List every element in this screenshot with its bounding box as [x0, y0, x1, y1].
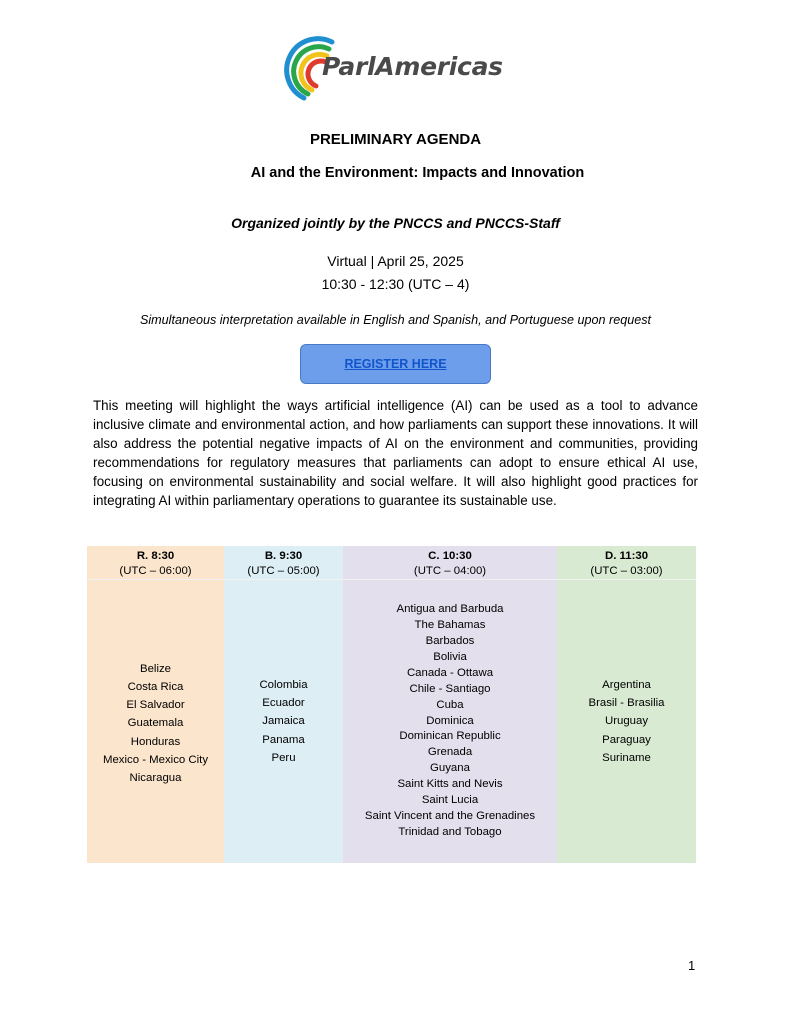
country-item: Guyana: [430, 762, 470, 775]
country-item: Belize: [139, 662, 172, 675]
utc-offset: (UTC – 04:00): [413, 565, 487, 577]
country-item: Saint Vincent and the Grenadines: [364, 809, 536, 822]
country-item: Dominican Republic: [399, 730, 501, 743]
country-list: [224, 580, 343, 863]
schedule-column: [87, 546, 224, 863]
page-number: 1: [688, 958, 696, 973]
parlamericas-logo: [282, 36, 514, 106]
country-item: Jamaica: [262, 715, 305, 728]
country-item: Saint Kitts and Nevis: [397, 778, 503, 791]
utc-offset: (UTC – 03:00): [590, 565, 663, 577]
event-time: 10:30 - 12:30 (UTC – 4): [321, 276, 470, 292]
country-item: Antigua and Barbuda: [396, 603, 504, 616]
schedule-column: [557, 546, 696, 863]
organizers-line: Organized jointly by the PNCCS and PNCCS-Staff: [231, 215, 560, 231]
country-item: Guatemala: [127, 717, 184, 730]
schedule-column: [343, 546, 557, 863]
country-list: [343, 580, 557, 863]
column-header: [224, 546, 343, 580]
meeting-description: This meeting will highlight the ways artificial intelligence (AI) can be used as a tool to advance inclusive climate and environmental action, and how parliaments can support these innovations. It will also address the potential negative impacts of AI on the environment and communities, providing recommendations for regulatory measures that parliaments can adopt to ensure ethical AI use, focusing on environmental sustainability and social welfare. It will also highlight good practices for integrating AI within parliamentary operations to guarantee its sustainable use.: [93, 398, 698, 508]
country-item: Colombia: [259, 678, 308, 691]
country-list: [557, 580, 696, 863]
country-item: Trinidad and Tobago: [398, 825, 502, 838]
utc-offset: (UTC – 06:00): [119, 565, 192, 577]
country-item: Mexico - Mexico City: [102, 753, 209, 766]
country-item: El Salvador: [126, 699, 185, 712]
country-item: The Bahamas: [414, 619, 486, 632]
country-item: Barbados: [425, 635, 475, 648]
utc-offset: (UTC – 05:00): [247, 565, 320, 577]
country-item: Brasil - Brasilia: [588, 697, 665, 710]
time-slot: D. 11:30: [604, 550, 649, 562]
column-header: [87, 546, 224, 580]
country-item: Suriname: [602, 751, 651, 764]
time-slot: R. 8:30: [136, 550, 175, 562]
page-title: PRELIMINARY AGENDA: [309, 131, 482, 148]
country-item: Chile - Santiago: [409, 682, 491, 695]
country-item: Canada - Ottawa: [406, 666, 494, 679]
country-item: Ecuador: [262, 697, 305, 710]
country-item: Panama: [262, 733, 305, 746]
country-item: Paraguay: [602, 733, 651, 746]
country-item: Nicaragua: [129, 772, 182, 784]
country-item: Bolivia: [433, 650, 467, 663]
column-header: [343, 546, 557, 580]
time-slot: B. 9:30: [264, 550, 303, 562]
register-link[interactable]: REGISTER HERE: [344, 357, 447, 371]
country-item: Grenada: [427, 746, 473, 759]
country-item: Peru: [271, 751, 296, 764]
time-slot: C. 10:30: [428, 550, 472, 562]
country-item: Uruguay: [604, 715, 649, 728]
interpretation-note: Simultaneous interpretation available in English and Spanish, and Portuguese upon request: [139, 313, 652, 327]
event-date: Virtual | April 25, 2025: [327, 253, 464, 269]
country-item: Costa Rica: [127, 680, 184, 693]
country-item: Saint Lucia: [421, 794, 479, 807]
country-item: Honduras: [130, 735, 181, 748]
register-button[interactable]: [300, 344, 491, 384]
country-item: Cuba: [436, 698, 464, 711]
country-item: Argentina: [602, 678, 651, 691]
country-list: [87, 580, 224, 863]
page-subtitle: AI and the Environment: Impacts and Innovation: [250, 165, 585, 181]
country-item: Dominica: [426, 714, 474, 727]
logo-wordmark: ParlAmericas: [322, 52, 503, 81]
schedule-column: [224, 546, 343, 863]
column-header: [557, 546, 696, 580]
